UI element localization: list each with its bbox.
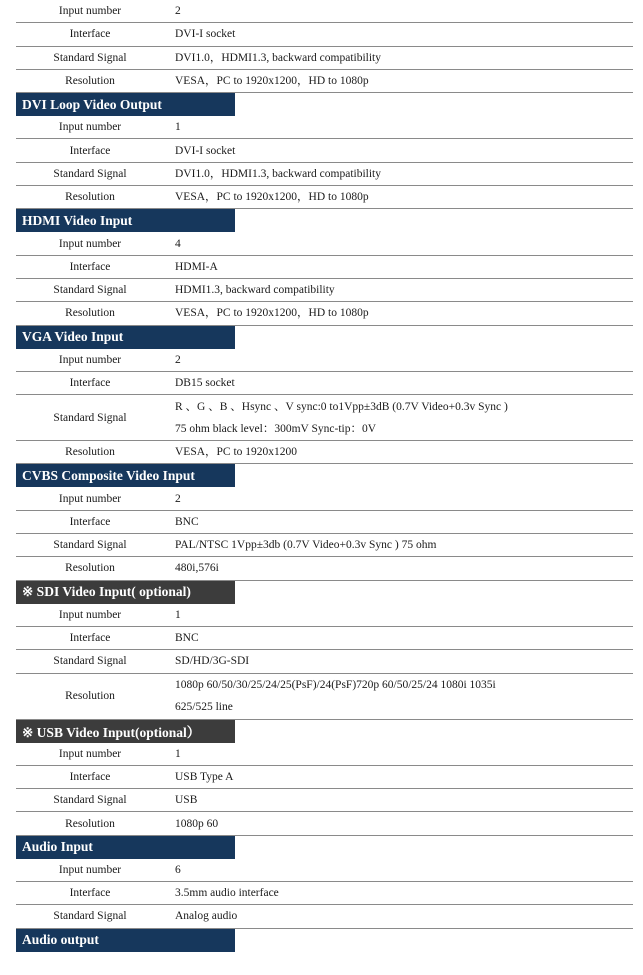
section-header-dvi_loop: DVI Loop Video Output bbox=[16, 93, 235, 116]
spec-row bbox=[16, 349, 633, 372]
spec-value-line: HDMI-A bbox=[175, 260, 218, 273]
spec-label: Interface bbox=[69, 144, 111, 157]
spec-value-line: VESA，PC to 1920x1200，HD to 1080p bbox=[175, 307, 369, 320]
spec-value-line: DVI-I socket bbox=[175, 144, 236, 157]
spec-value-line: DVI1.0，HDMI1.3, backward compatibility bbox=[175, 51, 382, 64]
spec-row bbox=[16, 743, 633, 766]
spec-value bbox=[164, 674, 633, 719]
spec-value bbox=[164, 812, 633, 834]
section-header-vga: VGA Video Input bbox=[16, 326, 235, 349]
spec-value bbox=[164, 766, 633, 788]
spec-value bbox=[164, 511, 633, 533]
section-header-cvbs: CVBS Composite Video Input bbox=[16, 464, 235, 487]
spec-label: Standard Signal bbox=[53, 794, 127, 807]
spec-label: Standard Signal bbox=[53, 539, 127, 552]
spec-row bbox=[16, 604, 633, 627]
spec-row bbox=[16, 0, 633, 23]
spec-row bbox=[16, 441, 633, 464]
spec-label: Interface bbox=[69, 28, 111, 41]
spec-value bbox=[164, 0, 633, 22]
spec-value bbox=[164, 47, 633, 69]
spec-row bbox=[16, 766, 633, 789]
spec-label: Resolution bbox=[65, 562, 115, 575]
spec-value bbox=[164, 743, 633, 765]
spec-value bbox=[164, 163, 633, 185]
spec-value bbox=[164, 859, 633, 881]
spec-row bbox=[16, 302, 633, 325]
spec-label: Resolution bbox=[65, 307, 115, 320]
spec-row bbox=[16, 232, 633, 255]
spec-label: Input number bbox=[58, 353, 122, 366]
spec-label: Input number bbox=[58, 747, 122, 760]
spec-label: Resolution bbox=[65, 191, 115, 204]
spec-value bbox=[164, 441, 633, 463]
spec-value bbox=[164, 70, 633, 92]
spec-value-line: 1080p 60 bbox=[175, 817, 219, 830]
spec-row bbox=[16, 557, 633, 580]
spec-row bbox=[16, 116, 633, 139]
section-header-audio_out: Audio output bbox=[16, 929, 235, 952]
spec-value bbox=[164, 395, 633, 440]
spec-value bbox=[164, 349, 633, 371]
spec-label: Standard Signal bbox=[53, 51, 127, 64]
section-header-usb: ※ USB Video Input(optional） bbox=[16, 720, 235, 743]
spec-row bbox=[16, 139, 633, 162]
spec-value-line: VESA，PC to 1920x1200，HD to 1080p bbox=[175, 75, 369, 88]
spec-label: Standard Signal bbox=[53, 167, 127, 180]
spec-label: Input number bbox=[58, 237, 122, 250]
spec-label: Interface bbox=[69, 377, 111, 389]
spec-value-line: USB Type A bbox=[175, 770, 234, 783]
spec-value bbox=[164, 186, 633, 208]
section-header-audio_in: Audio Input bbox=[16, 836, 235, 859]
spec-label: Standard Signal bbox=[53, 284, 127, 297]
spec-row bbox=[16, 905, 633, 928]
spec-value-line: HDMI1.3, backward compatibility bbox=[175, 284, 335, 297]
spec-value bbox=[164, 487, 633, 509]
spec-row bbox=[16, 859, 633, 882]
spec-value-line: 625/525 line bbox=[175, 701, 233, 714]
spec-value bbox=[164, 789, 633, 811]
spec-value-line: DVI1.0，HDMI1.3, backward compatibility bbox=[175, 167, 382, 180]
spec-value bbox=[164, 279, 633, 301]
spec-value-line: 1080p 60/50/30/25/24/25(PsF)/24(PsF)720p 60/50/25/24 1080i 1035i bbox=[175, 679, 496, 692]
spec-value bbox=[164, 604, 633, 626]
spec-row bbox=[16, 789, 633, 812]
spec-label: Interface bbox=[69, 632, 111, 645]
spec-value-line: 75 ohm black level：300mV Sync-tip：0V bbox=[175, 422, 377, 435]
spec-value-line: 2 bbox=[175, 5, 181, 18]
section-header-sdi: ※ SDI Video Input( optional) bbox=[16, 581, 235, 604]
spec-value-line: 2 bbox=[175, 353, 181, 366]
spec-value-line: BNC bbox=[175, 515, 199, 528]
spec-value bbox=[164, 139, 633, 161]
spec-row bbox=[16, 627, 633, 650]
spec-value-line: BNC bbox=[175, 632, 199, 645]
spec-label: Resolution bbox=[65, 817, 115, 830]
spec-value bbox=[164, 650, 633, 672]
spec-value-line: Analog audio bbox=[175, 910, 238, 923]
spec-label: Standard Signal bbox=[53, 655, 127, 668]
spec-value-line: DVI-I socket bbox=[175, 28, 236, 41]
spec-row bbox=[16, 256, 633, 279]
spec-value-line: VESA，PC to 1920x1200，HD to 1080p bbox=[175, 191, 369, 204]
spec-label: Standard Signal bbox=[53, 910, 127, 923]
spec-label: Resolution bbox=[65, 690, 115, 703]
spec-value bbox=[164, 116, 633, 138]
spec-value bbox=[164, 256, 633, 278]
spec-label: Resolution bbox=[65, 446, 115, 459]
spec-value-line: 6 bbox=[175, 863, 181, 876]
spec-value-line: PAL/NTSC 1Vpp±3db (0.7V Video+0.3v Sync ) 75 ohm bbox=[175, 539, 437, 552]
spec-row bbox=[16, 279, 633, 302]
spec-row bbox=[16, 650, 633, 673]
spec-value-line: 4 bbox=[175, 237, 181, 250]
spec-row bbox=[16, 534, 633, 557]
spec-row bbox=[16, 372, 633, 395]
spec-row bbox=[16, 882, 633, 905]
spec-value bbox=[164, 882, 633, 904]
spec-row bbox=[16, 163, 633, 186]
spec-value bbox=[164, 232, 633, 254]
spec-label: Interface bbox=[69, 770, 111, 783]
spec-value-line: 1 bbox=[175, 121, 181, 134]
spec-value-line: SD/HD/3G-SDI bbox=[175, 655, 250, 668]
spec-value bbox=[164, 627, 633, 649]
spec-label: Resolution bbox=[65, 75, 115, 88]
spec-value-line: R 、G 、B 、Hsync 、V sync:0 to1Vpp±3dB (0.7V Video+0.3v Sync ) bbox=[175, 400, 508, 413]
spec-value-line: 480i,576i bbox=[175, 562, 219, 575]
spec-row bbox=[16, 674, 633, 720]
spec-row bbox=[16, 511, 633, 534]
spec-label: Input number bbox=[58, 121, 122, 134]
spec-value-line: VESA，PC to 1920x1200 bbox=[175, 446, 298, 459]
spec-value bbox=[164, 534, 633, 556]
spec-row bbox=[16, 47, 633, 70]
spec-value bbox=[164, 23, 633, 45]
spec-row bbox=[16, 23, 633, 46]
spec-row bbox=[16, 186, 633, 209]
spec-row bbox=[16, 70, 633, 93]
spec-label: Input number bbox=[58, 863, 122, 876]
spec-label: Input number bbox=[58, 608, 122, 621]
spec-label: Interface bbox=[69, 887, 111, 900]
spec-value bbox=[164, 557, 633, 579]
spec-value bbox=[164, 905, 633, 927]
spec-value-line: USB bbox=[175, 794, 198, 807]
spec-label: Input number bbox=[58, 5, 122, 18]
section-header-hdmi: HDMI Video Input bbox=[16, 209, 235, 232]
spec-value-line: 3.5mm audio interface bbox=[175, 887, 279, 900]
spec-label: Interface bbox=[69, 515, 111, 528]
spec-value-line: 1 bbox=[175, 608, 181, 621]
spec-row bbox=[16, 812, 633, 835]
spec-value bbox=[164, 302, 633, 324]
spec-value-line: 2 bbox=[175, 492, 181, 505]
spec-value bbox=[164, 372, 633, 394]
spec-value-line: 1 bbox=[175, 747, 181, 760]
spec-label: Standard Signal bbox=[53, 411, 127, 424]
spec-row bbox=[16, 395, 633, 441]
spec-value-line: DB15 socket bbox=[175, 377, 235, 389]
spec-label: Interface bbox=[69, 260, 111, 273]
spec-label: Input number bbox=[58, 492, 122, 505]
spec-row bbox=[16, 487, 633, 510]
